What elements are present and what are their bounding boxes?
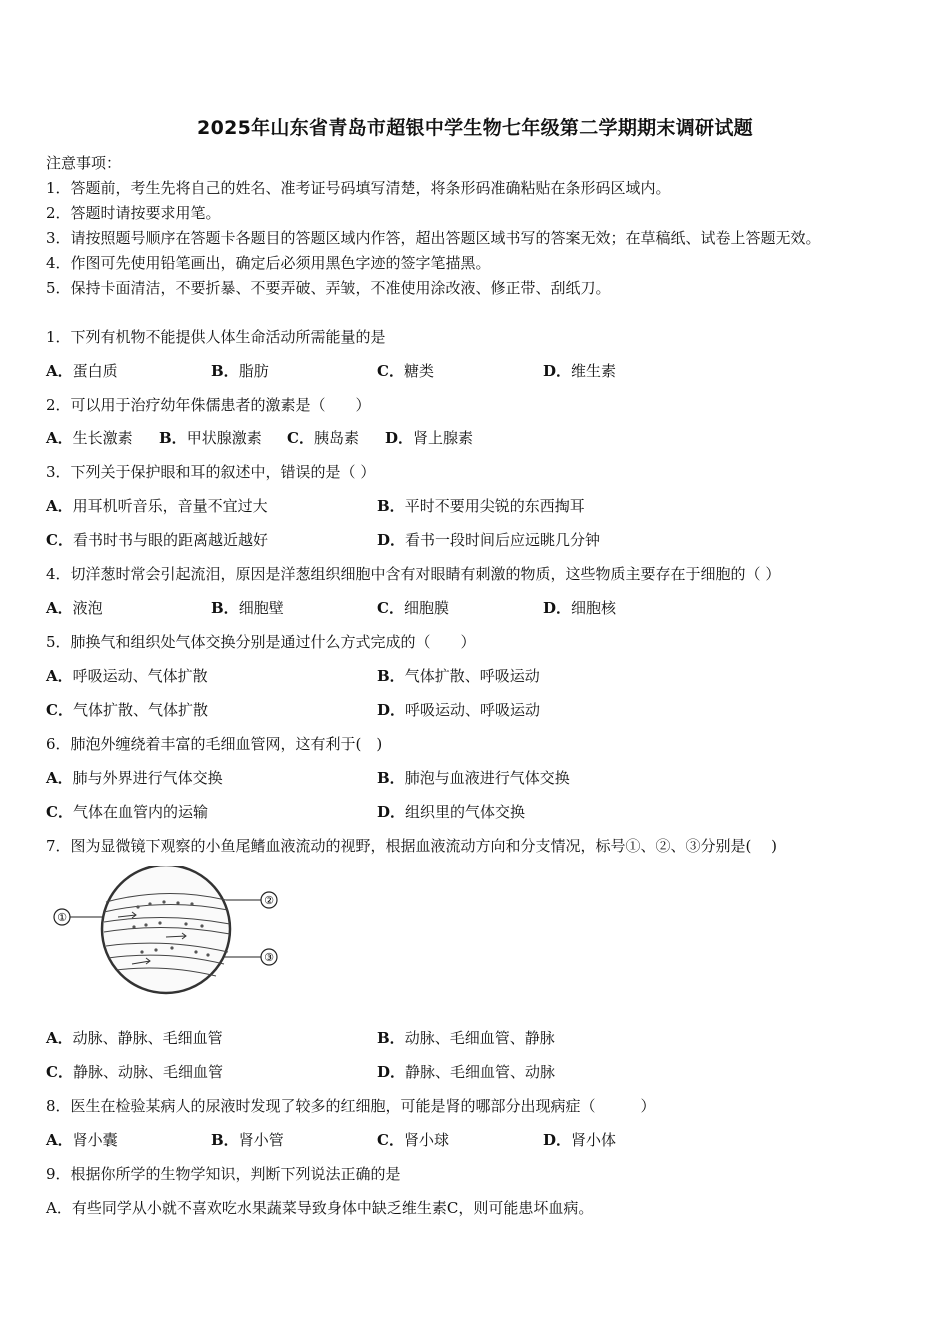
notice-item: 3．请按照题号顺序在答题卡各题目的答题区域内作答，超出答题区域书写的答案无效；在草稿纸、试卷上答题无效。 xyxy=(46,229,821,247)
notice-item: 2．答题时请按要求用笔。 xyxy=(46,204,221,222)
option-a: A．用耳机听音乐，音量不宜过大 xyxy=(46,497,268,515)
question-stem: 7．图为显微镜下观察的小鱼尾鳍血液流动的视野，根据血液流动方向和分支情况，标号①、②、③分别是( ) xyxy=(46,837,778,855)
option-c: C．气体在血管内的运输 xyxy=(46,803,208,821)
option-a: A．生长激素 xyxy=(46,429,133,447)
option-d: D．肾小体 xyxy=(543,1131,617,1149)
option-a: A．液泡 xyxy=(46,599,103,617)
question-stem: 9．根据你所学的生物学知识，判断下列说法正确的是 xyxy=(46,1165,401,1183)
option-d: D．细胞核 xyxy=(543,599,617,617)
option-c: C．细胞膜 xyxy=(377,599,449,617)
notice-item: 4．作图可先使用铅笔画出，确定后必须用黑色字迹的签字笔描黑。 xyxy=(46,254,491,272)
option-a: A．呼吸运动、气体扩散 xyxy=(46,667,208,685)
option-c: C．气体扩散、气体扩散 xyxy=(46,701,208,719)
notice-heading: 注意事项： xyxy=(46,154,122,172)
question-stem: 3．下列关于保护眼和耳的叙述中，错误的是（ ） xyxy=(46,463,376,481)
option-a: A．有些同学从小就不喜欢吃水果蔬菜导致身体中缺乏维生素C，则可能患坏血病。 xyxy=(46,1199,594,1217)
option-c: C．胰岛素 xyxy=(287,429,359,447)
svg-text:③: ③ xyxy=(264,951,274,964)
option-c: C．看书时书与眼的距离越近越好 xyxy=(46,531,268,549)
notice-item: 5．保持卡面清洁，不要折暴、不要弄破、弄皱，不准使用涂改液、修正带、刮纸刀。 xyxy=(46,279,611,297)
option-a: A．肺与外界进行气体交换 xyxy=(46,769,223,787)
option-b: B．平时不要用尖锐的东西掏耳 xyxy=(377,497,585,515)
option-c: C．静脉、动脉、毛细血管 xyxy=(46,1063,223,1081)
option-d: D．呼吸运动、呼吸运动 xyxy=(377,701,541,719)
option-a: A．肾小囊 xyxy=(46,1131,118,1149)
question-stem: 6．肺泡外缠绕着丰富的毛细血管网，这有利于( ) xyxy=(46,735,383,753)
option-c: C．肾小球 xyxy=(377,1131,449,1149)
option-a: A．动脉、静脉、毛细血管 xyxy=(46,1029,223,1047)
option-d: D．看书一段时间后应远眺几分钟 xyxy=(377,531,601,549)
notice-item: 1．答题前，考生先将自己的姓名、准考证号码填写清楚，将条形码准确粘贴在条形码区域内。 xyxy=(46,179,671,197)
figure-label-1 xyxy=(54,909,70,925)
figure-label-3 xyxy=(261,949,277,965)
svg-text:①: ① xyxy=(57,911,67,924)
figure-label-2 xyxy=(261,892,277,908)
option-d: D．维生素 xyxy=(543,362,617,380)
option-b: B．脂肪 xyxy=(211,362,269,380)
svg-text:②: ② xyxy=(264,894,274,907)
question-stem: 5．肺换气和组织处气体交换分别是通过什么方式完成的（ ） xyxy=(46,633,476,651)
option-b: B．气体扩散、呼吸运动 xyxy=(377,667,540,685)
option-b: B．动脉、毛细血管、静脉 xyxy=(377,1029,555,1047)
microscope-figure xyxy=(46,866,296,996)
option-d: D．静脉、毛细血管、动脉 xyxy=(377,1063,556,1081)
option-b: B．肺泡与血液进行气体交换 xyxy=(377,769,570,787)
option-a: A．蛋白质 xyxy=(46,362,118,380)
page-title: 2025年山东省青岛市超银中学生物七年级第二学期期末调研试题 xyxy=(197,117,753,139)
question-stem: 4．切洋葱时常会引起流泪，原因是洋葱组织细胞中含有对眼睛有刺激的物质，这些物质主要存在于细胞的（ ） xyxy=(46,565,781,583)
question-stem: 1．下列有机物不能提供人体生命活动所需能量的是 xyxy=(46,328,386,346)
option-b: B．肾小管 xyxy=(211,1131,284,1149)
question-stem: 2．可以用于治疗幼年侏儒患者的激素是（ ） xyxy=(46,396,371,414)
option-c: C．糖类 xyxy=(377,362,434,380)
option-b: B．甲状腺激素 xyxy=(159,429,262,447)
option-d: D．组织里的气体交换 xyxy=(377,803,526,821)
option-d: D．肾上腺素 xyxy=(385,429,474,447)
question-stem: 8．医生在检验某病人的尿液时发现了较多的红细胞，可能是肾的哪部分出现病症（ ） xyxy=(46,1097,656,1115)
option-b: B．细胞壁 xyxy=(211,599,284,617)
